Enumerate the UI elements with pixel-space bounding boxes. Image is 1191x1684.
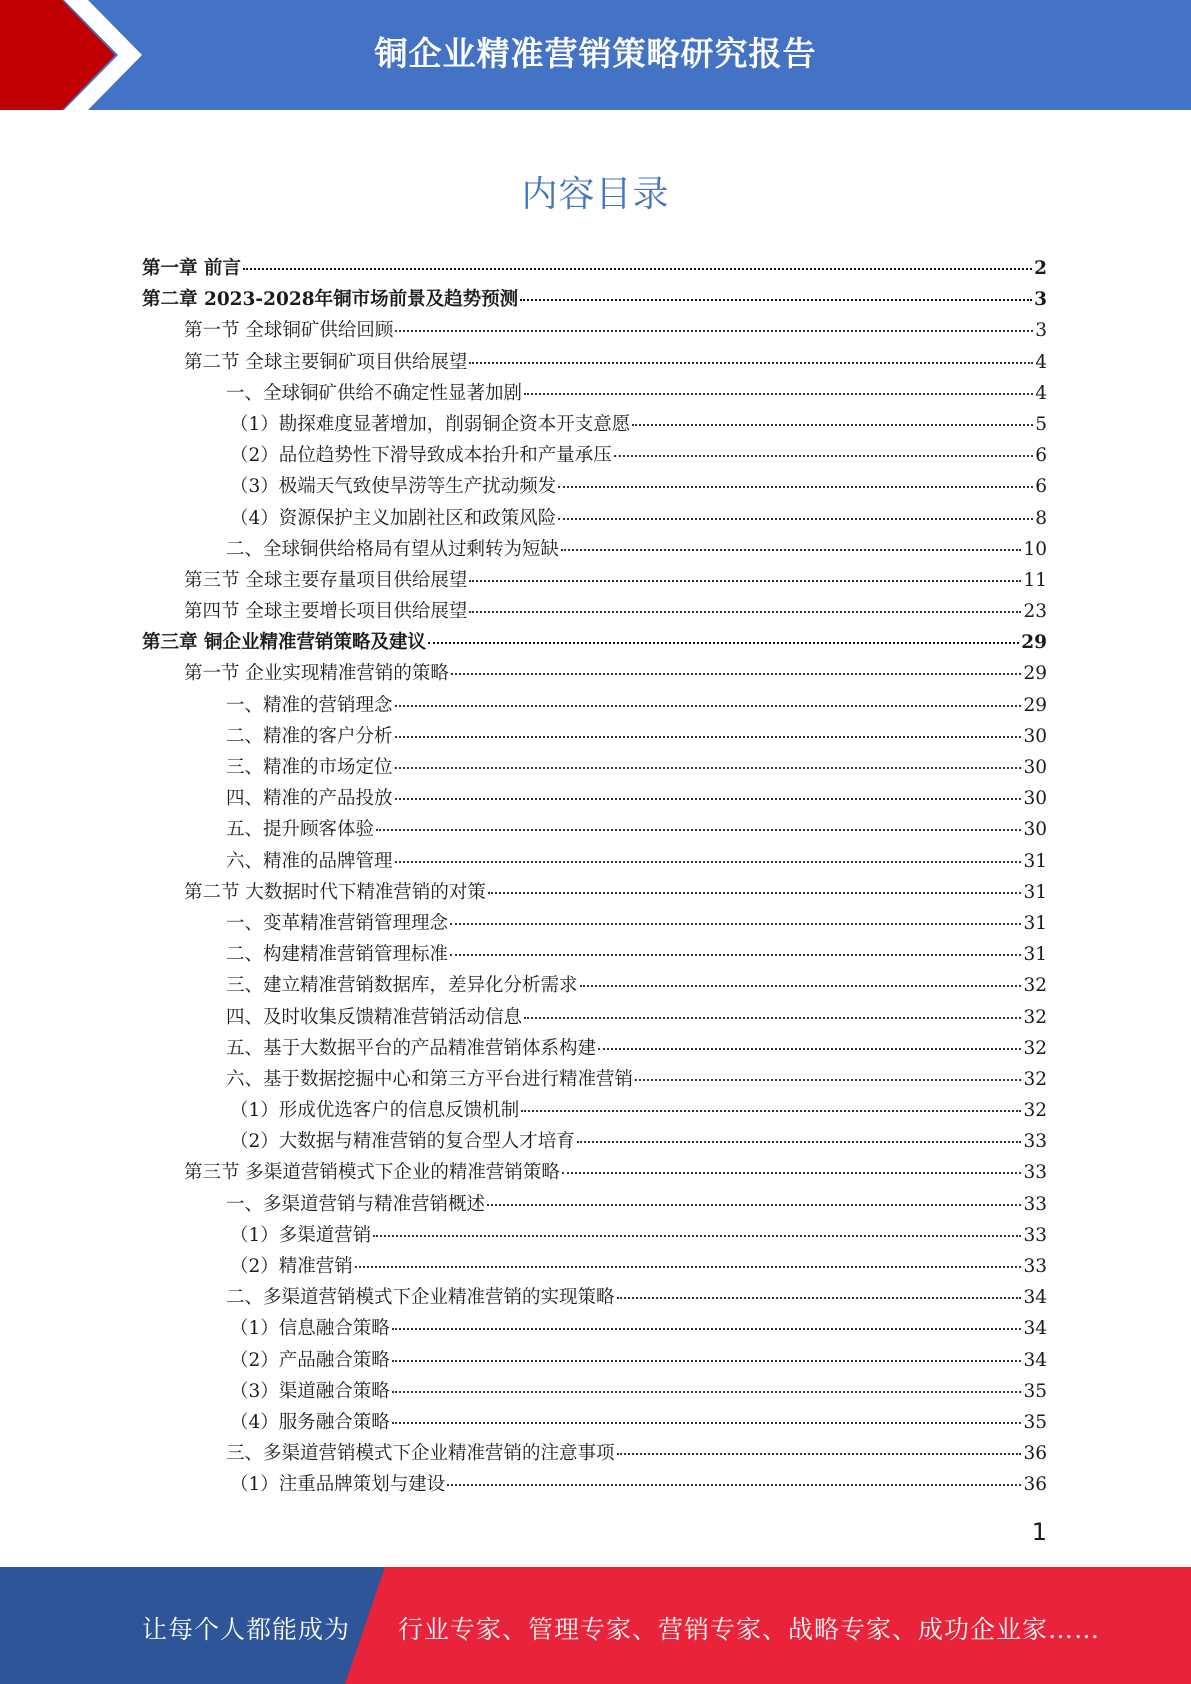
- toc-leader-dots: [488, 891, 1022, 894]
- toc-entry-page: 36: [1023, 1474, 1047, 1496]
- header-banner: [0, 0, 1191, 110]
- toc-leader-dots: [395, 766, 1022, 769]
- toc-entry-title: 第一节 全球铜矿供给回顾: [184, 320, 394, 342]
- toc-entry-title: 二、多渠道营销模式下企业精准营销的实现策略: [226, 1287, 615, 1309]
- toc-leader-dots: [395, 704, 1022, 707]
- toc-entry-title: 三、建立精准营销数据库，差异化分析需求: [226, 975, 578, 997]
- toc-entry-title: 第二节 全球主要铜矿项目供给展望: [184, 351, 468, 373]
- table-of-contents: [142, 253, 1047, 1501]
- toc-entry-page: 33: [1023, 1131, 1047, 1153]
- toc-entry-page: 29: [1021, 632, 1047, 654]
- toc-entry[interactable]: [142, 1345, 1047, 1376]
- toc-entry[interactable]: [142, 752, 1047, 783]
- toc-entry-title: 六、基于数据挖掘中心和第三方平台进行精准营销: [226, 1068, 634, 1090]
- toc-entry-title: （2）大数据与精准营销的复合型人才培育: [230, 1131, 575, 1153]
- toc-entry-page: 3: [1035, 320, 1047, 342]
- toc-entry-title: （4）资源保护主义加剧社区和政策风险: [230, 507, 557, 529]
- toc-entry-title: 四、及时收集反馈精准营销活动信息: [226, 1006, 523, 1028]
- toc-leader-dots: [447, 1483, 1021, 1486]
- toc-entry[interactable]: [142, 1251, 1047, 1282]
- toc-entry[interactable]: [142, 347, 1047, 378]
- toc-entry[interactable]: [142, 783, 1047, 814]
- toc-leader-dots: [520, 298, 1032, 301]
- toc-entry-title: 三、多渠道营销模式下企业精准营销的注意事项: [226, 1443, 615, 1465]
- toc-leader-dots: [392, 1421, 1022, 1424]
- toc-entry[interactable]: [142, 814, 1047, 845]
- toc-leader-dots: [469, 610, 1021, 613]
- toc-entry-page: 23: [1023, 601, 1047, 623]
- toc-entry-page: 3: [1034, 289, 1047, 311]
- toc-entry-page: 2: [1034, 258, 1047, 279]
- toc-entry-title: 第三节 全球主要存量项目供给展望: [184, 569, 468, 591]
- toc-entry-page: 30: [1023, 757, 1047, 778]
- toc-entry[interactable]: [142, 471, 1047, 502]
- toc-entry[interactable]: [142, 596, 1047, 627]
- toc-entry-page: 29: [1023, 663, 1047, 685]
- toc-entry[interactable]: [142, 877, 1047, 908]
- footer-banner: [0, 1567, 1191, 1684]
- toc-entry-title: 二、精准的客户分析: [226, 725, 393, 747]
- toc-entry[interactable]: [142, 690, 1047, 721]
- toc-entry[interactable]: [142, 721, 1047, 752]
- toc-entry[interactable]: [142, 565, 1047, 596]
- toc-leader-dots: [562, 1171, 1022, 1174]
- toc-entry[interactable]: [142, 1407, 1047, 1438]
- toc-entry-title: 二、构建精准营销管理标准: [226, 944, 449, 966]
- toc-leader-dots: [373, 1234, 1021, 1237]
- toc-entry-page: 34: [1023, 1349, 1047, 1371]
- toc-leader-dots: [617, 1452, 1022, 1455]
- toc-leader-dots: [450, 922, 1021, 925]
- toc-entry-page: 30: [1023, 725, 1047, 747]
- toc-entry[interactable]: [142, 1157, 1047, 1188]
- toc-entry-title: （2）产品融合策略: [230, 1349, 390, 1371]
- toc-entry-page: 33: [1023, 1162, 1047, 1184]
- toc-entry-page: 32: [1023, 1006, 1047, 1028]
- toc-entry[interactable]: [142, 1095, 1047, 1126]
- toc-entry-page: 34: [1023, 1318, 1047, 1340]
- toc-entry-title: 第三章 铜企业精准营销策略及建议: [142, 632, 426, 654]
- toc-entry[interactable]: [142, 1220, 1047, 1251]
- toc-leader-dots: [469, 579, 1021, 582]
- toc-entry-title: 四、精准的产品投放: [226, 788, 393, 810]
- report-title: 铜企业精准营销策略研究报告: [374, 34, 817, 73]
- toc-entry[interactable]: [142, 503, 1047, 534]
- toc-entry-page: 34: [1023, 1287, 1047, 1309]
- toc-entry-page: 33: [1023, 1224, 1047, 1246]
- toc-entry[interactable]: [142, 627, 1047, 658]
- toc-leader-dots: [521, 1109, 1021, 1112]
- toc-entry-page: 31: [1023, 912, 1047, 934]
- toc-entry-title: （3）极端天气致使旱涝等生产扰动频发: [230, 476, 557, 498]
- toc-entry-page: 35: [1023, 1380, 1047, 1402]
- toc-entry-title: （1）信息融合策略: [230, 1318, 390, 1340]
- toc-entry-page: 33: [1023, 1193, 1047, 1215]
- toc-entry-title: （1）勘探难度显著增加，削弱铜企资本开支意愿: [230, 413, 631, 435]
- toc-entry-page: 5: [1035, 413, 1047, 435]
- toc-leader-dots: [428, 641, 1019, 644]
- toc-entry-page: 32: [1023, 1037, 1047, 1059]
- toc-heading: 内容目录: [521, 174, 670, 215]
- toc-entry[interactable]: [142, 253, 1047, 284]
- toc-entry-title: 二、全球铜供给格局有望从过剩转为短缺: [226, 538, 560, 560]
- toc-entry-page: 32: [1023, 975, 1047, 997]
- toc-entry[interactable]: [142, 440, 1047, 471]
- toc-entry-title: 第三节 多渠道营销模式下企业的精准营销策略: [184, 1162, 560, 1184]
- toc-leader-dots: [558, 485, 1033, 488]
- toc-entry-page: 30: [1023, 788, 1047, 810]
- toc-leader-dots: [577, 1140, 1022, 1143]
- toc-leader-dots: [395, 735, 1022, 738]
- toc-entry-title: 第二节 大数据时代下精准营销的对策: [184, 881, 486, 903]
- toc-entry[interactable]: [142, 970, 1047, 1001]
- toc-leader-dots: [450, 953, 1021, 956]
- toc-entry-page: 6: [1035, 476, 1047, 498]
- toc-leader-dots: [395, 329, 1033, 332]
- toc-entry[interactable]: [142, 534, 1047, 565]
- toc-leader-dots: [487, 1203, 1021, 1206]
- toc-entry[interactable]: [142, 1282, 1047, 1313]
- toc-entry-title: （3）渠道融合策略: [230, 1380, 390, 1402]
- toc-entry-page: 31: [1023, 850, 1047, 872]
- toc-entry[interactable]: [142, 658, 1047, 689]
- toc-leader-dots: [392, 1390, 1022, 1393]
- toc-entry-page: 36: [1023, 1443, 1047, 1465]
- toc-entry[interactable]: [142, 1002, 1047, 1033]
- toc-entry-title: 第一节 企业实现精准营销的策略: [184, 663, 449, 685]
- toc-leader-dots: [376, 828, 1021, 831]
- toc-leader-dots: [614, 454, 1033, 457]
- toc-entry-page: 10: [1023, 538, 1047, 560]
- toc-leader-dots: [561, 548, 1021, 551]
- toc-entry-title: 六、精准的品牌管理: [226, 850, 393, 872]
- toc-leader-dots: [395, 860, 1022, 863]
- toc-entry[interactable]: [142, 1313, 1047, 1344]
- toc-leader-dots: [524, 1016, 1021, 1019]
- toc-entry[interactable]: [142, 846, 1047, 877]
- toc-entry-title: 第一章 前言: [142, 258, 241, 279]
- toc-entry[interactable]: [142, 939, 1047, 970]
- toc-entry-title: 一、多渠道营销与精准营销概述: [226, 1193, 486, 1215]
- toc-entry-title: （1）多渠道营销: [230, 1224, 372, 1246]
- toc-leader-dots: [580, 984, 1022, 987]
- toc-entry[interactable]: [142, 1033, 1047, 1064]
- toc-leader-dots: [395, 797, 1022, 800]
- toc-entry-title: （4）服务融合策略: [230, 1411, 390, 1433]
- toc-entry-title: （2）品位趋势性下滑导致成本抬升和产量承压: [230, 445, 612, 467]
- toc-entry-page: 31: [1023, 944, 1047, 966]
- toc-entry-page: 33: [1023, 1256, 1047, 1277]
- toc-leader-dots: [469, 361, 1033, 364]
- toc-entry-title: 一、变革精准营销管理理念: [226, 912, 449, 934]
- toc-entry[interactable]: [142, 1376, 1047, 1407]
- page-number: 1: [1031, 1518, 1047, 1546]
- toc-entry-page: 8: [1035, 507, 1047, 529]
- toc-leader-dots: [598, 1047, 1021, 1050]
- toc-entry-page: 32: [1023, 1100, 1047, 1122]
- toc-leader-dots: [392, 1359, 1022, 1362]
- toc-entry-title: 第二章 2023-2028年铜市场前景及趋势预测: [142, 289, 519, 311]
- toc-entry[interactable]: [142, 284, 1047, 315]
- toc-entry-title: （1）注重品牌策划与建设: [230, 1474, 446, 1496]
- toc-entry[interactable]: [142, 1438, 1047, 1469]
- toc-leader-dots: [524, 392, 1033, 395]
- toc-entry-title: 三、精准的市场定位: [226, 757, 393, 778]
- toc-entry[interactable]: [142, 378, 1047, 409]
- toc-entry[interactable]: [142, 315, 1047, 346]
- toc-entry-title: 五、提升顾客体验: [226, 819, 375, 841]
- toc-entry-title: （2）精准营销: [230, 1256, 353, 1277]
- toc-entry-page: 4: [1035, 382, 1047, 404]
- toc-leader-dots: [451, 672, 1022, 675]
- toc-leader-dots: [632, 423, 1033, 426]
- toc-entry[interactable]: [142, 1469, 1047, 1500]
- toc-entry-page: 6: [1035, 445, 1047, 467]
- toc-entry-title: 第四节 全球主要增长项目供给展望: [184, 601, 468, 623]
- toc-entry-title: （1）形成优选客户的信息反馈机制: [230, 1100, 520, 1122]
- toc-entry-title: 一、全球铜矿供给不确定性显著加剧: [226, 382, 523, 404]
- toc-entry-page: 35: [1023, 1411, 1047, 1433]
- toc-entry-page: 11: [1023, 569, 1047, 591]
- toc-entry-page: 4: [1035, 351, 1047, 373]
- toc-entry[interactable]: [142, 908, 1047, 939]
- toc-entry[interactable]: [142, 1189, 1047, 1220]
- toc-leader-dots: [355, 1265, 1022, 1268]
- toc-entry-page: 32: [1023, 1068, 1047, 1090]
- toc-leader-dots: [392, 1327, 1022, 1330]
- toc-leader-dots: [635, 1078, 1021, 1081]
- toc-entry[interactable]: [142, 409, 1047, 440]
- footer-slogan-right: 行业专家、管理专家、营销专家、战略专家、成功企业家……: [398, 1615, 1101, 1644]
- toc-entry-title: 一、精准的营销理念: [226, 694, 393, 716]
- footer-slogan-left: 让每个人都能成为: [142, 1615, 351, 1644]
- toc-leader-dots: [558, 517, 1033, 520]
- toc-entry[interactable]: [142, 1126, 1047, 1157]
- toc-entry-page: 30: [1023, 819, 1047, 841]
- toc-entry-page: 31: [1023, 881, 1047, 903]
- toc-entry-page: 29: [1023, 694, 1047, 716]
- toc-leader-dots: [617, 1296, 1022, 1299]
- toc-entry-title: 五、基于大数据平台的产品精准营销体系构建: [226, 1037, 597, 1059]
- toc-leader-dots: [243, 267, 1032, 270]
- toc-entry[interactable]: [142, 1064, 1047, 1095]
